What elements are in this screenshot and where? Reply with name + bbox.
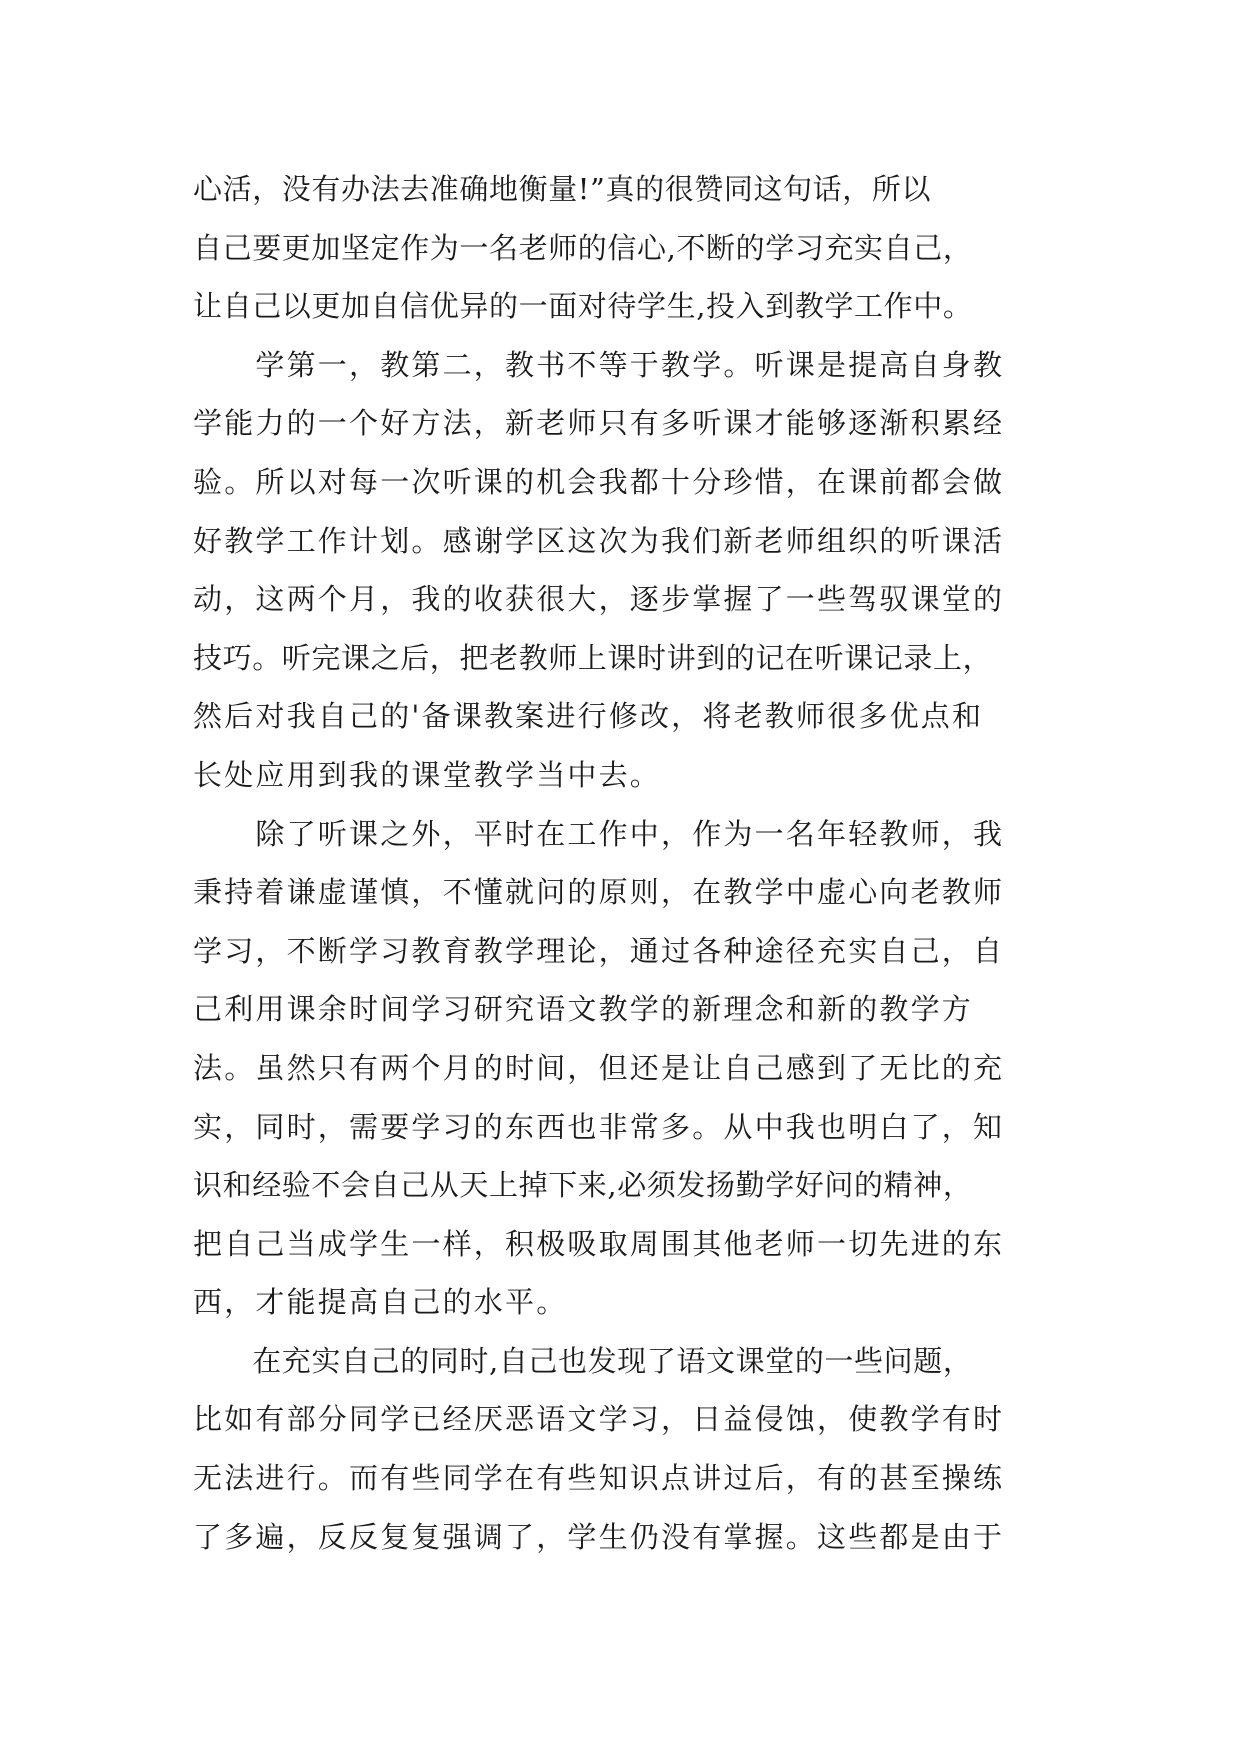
text-line: 西，才能提高自己的水平。 xyxy=(193,1285,568,1320)
text-line: 长处应用到我的课堂教学当中去。 xyxy=(193,757,662,792)
text-line: 了多遍，反反复复强调了，学生仍没有掌握。这些都是由于 xyxy=(193,1519,1005,1554)
text-line: 然后对我自己的'备课教案进行修改，将老教师很多优点和 xyxy=(193,699,984,734)
text-line: 比如有部分同学已经厌恶语文学习，日益侵蚀，使教学有时 xyxy=(193,1402,1005,1437)
text-line: 技巧。听完课之后，把老教师上课时讲到的记在听课记录上， xyxy=(193,640,993,675)
text-line: 自己要更加坚定作为一名老师的信心,不断的学习充实自己， xyxy=(193,230,973,265)
text-line: 实，同时，需要学习的东西也非常多。从中我也明白了，知 xyxy=(193,1109,1005,1144)
body-text xyxy=(193,160,1093,1566)
text-line: 验。所以对每一次听课的机会我都十分珍惜，在课前都会做 xyxy=(193,464,1005,499)
text-line: 法。虽然只有两个月的时间，但还是让自己感到了无比的充 xyxy=(193,1050,1005,1085)
text-line: 无法进行。而有些同学在有些知识点讲过后，有的甚至操练 xyxy=(193,1461,1005,1496)
text-line: 动，这两个月，我的收获很大，逐步掌握了一些驾驭课堂的 xyxy=(193,582,1005,617)
text-line: 己利用课余时间学习研究语文教学的新理念和新的教学方 xyxy=(193,992,974,1027)
text-line: 学习，不断学习教育教学理论，通过各种途径充实自己，自 xyxy=(193,933,1005,968)
text-line: 秉持着谦虚谨慎，不懂就问的原则，在教学中虚心向老教师 xyxy=(193,875,1005,910)
text-line: 学第一，教第二，教书不等于教学。听课是提高自身教 xyxy=(193,347,1005,382)
text-line: 在充实自己的同时,自己也发现了语文课堂的一些问题， xyxy=(193,1343,973,1378)
text-line: 除了听课之外，平时在工作中，作为一名年轻教师，我 xyxy=(193,816,1005,851)
text-line: 好教学工作计划。感谢学区这次为我们新老师组织的听课活 xyxy=(193,523,1005,558)
text-line: 心活，没有办法去准确地衡量!”真的很赞同这句话，所以 xyxy=(193,172,932,206)
text-line: 识和经验不会自己从天上掉下来,必须发扬勤学好问的精神， xyxy=(193,1168,973,1203)
text-line: 学能力的一个好方法，新老师只有多听课才能够逐渐积累经 xyxy=(193,406,1005,441)
text-line: 让自己以更加自信优异的一面对待学生,投入到教学工作中。 xyxy=(193,289,973,324)
text-line: 把自己当成学生一样，积极吸取周围其他老师一切先进的东 xyxy=(193,1226,1005,1261)
